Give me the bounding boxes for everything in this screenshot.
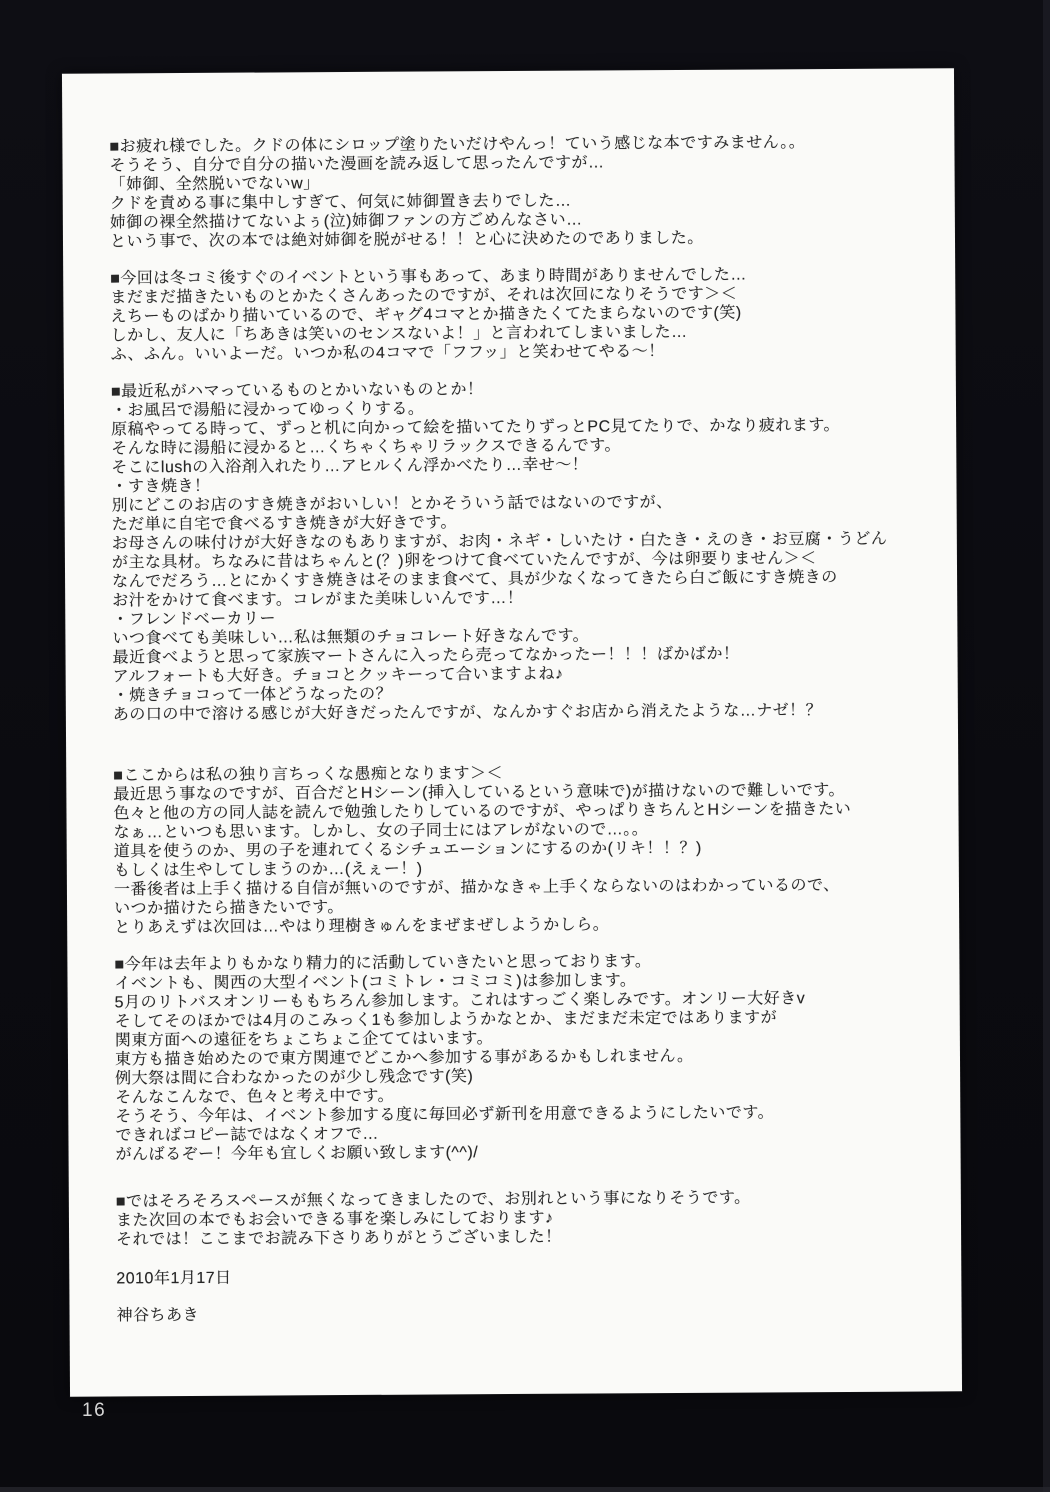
text-line: アルフォートも大好き。チョコとクッキーって合いますよね♪ bbox=[112, 665, 564, 686]
text-line: クドを責める事に集中しすぎて、何気に姉御置き去りでした… bbox=[109, 192, 572, 213]
page-number: 16 bbox=[82, 1400, 107, 1421]
text-line: 原稿やってる時って、ずっと机に向かって絵を描いてたりずっとPC見てたりで、かなり疲れます。 bbox=[111, 416, 841, 439]
text-line: ■最近私がハマっているものとかいないものとか！ bbox=[110, 381, 484, 401]
paragraph-block bbox=[111, 377, 942, 724]
text-line: まだまだ描きたいものとかたくさんあったのですが、それは次回になりそうです＞＜ bbox=[110, 285, 738, 307]
text-line: いつか描けたら描きたいです。 bbox=[114, 899, 344, 918]
text-line: 最近思う事なのですが、百合だとHシーン(挿入しているという意味で)が描けないので難しいです。 bbox=[113, 781, 846, 804]
text-line: 別にどこのお店のすき焼きがおいしい！とかそういう話ではないのですが、 bbox=[111, 494, 673, 515]
text-line: いつ食べても美味しい…私は無類のチョコレート好きなんです。 bbox=[112, 627, 590, 648]
paragraph-block bbox=[109, 132, 939, 251]
text-line: という事で、次の本では絶対姉御を脱がせる！！と心に決めたのでありました。 bbox=[109, 229, 704, 251]
text-line: ・焼きチョコって一体どうなったの？ bbox=[112, 685, 393, 705]
text-line: 色々と他の方の同人誌を読んで勉強したりしているのですが、やっぱりきちんとHシーンを描きたい bbox=[113, 800, 852, 823]
text-line: が主な具材。ちなみに昔はちゃんと(？)卵をつけて食べていたんですが、今は卵要りません＞＜ bbox=[111, 550, 817, 572]
text-line: そこにlushの入浴剤入れたり…アヒルくん浮かべたり…幸せ～！ bbox=[111, 456, 589, 477]
text-line: ・フレンドベーカリー bbox=[112, 610, 276, 629]
text-line: そんな時に湯船に浸かると…くちゃくちゃリラックスできるんです。 bbox=[111, 437, 622, 458]
afterword-page bbox=[62, 68, 962, 1396]
text-line: 例大祭は間に合わなかったのが少し残念です(笑) bbox=[115, 1068, 474, 1088]
text-line: なんでだろう…とにかくすき焼きはそのまま食べて、具が少なくなってきたら白ご飯にすき焼きの bbox=[112, 569, 838, 591]
afterword-text bbox=[109, 132, 945, 1325]
text-line: そしてそのほかでは4月のこみっく1も参加しようかなとか、まだまだ未定ではありますが bbox=[114, 1009, 778, 1031]
text-line: また次回の本でもお会いできる事を楽しみにしております♪ bbox=[115, 1209, 554, 1230]
text-line: 「姉御、全然脱いでないw」 bbox=[109, 175, 320, 194]
paragraph-block bbox=[116, 1187, 945, 1249]
text-line: ■お疲れ様でした。クドの体にシロップ塗りたいだけやんっ！ていう感じな本ですみません。。 bbox=[109, 134, 806, 156]
text-line: えちーものばかり描いているので、ギャグ4コマとか描きたくてたまらないのです(笑) bbox=[110, 304, 742, 326]
text-line: そうそう、自分で自分の描いた漫画を読み返して思ったんですが… bbox=[109, 154, 605, 175]
paragraph-block bbox=[110, 264, 940, 364]
text-line: がんばるぞー！今年も宜しくお願い致します(^^)/ bbox=[115, 1144, 479, 1164]
text-line: ただ単に自宅で食べるすき焼きが大好きです。 bbox=[111, 514, 458, 534]
text-line: お汁をかけて食べます。コレがまた美味しいんです…！ bbox=[112, 589, 524, 610]
text-line: 姉御の裸全然描けてないよぅ(泣)姉御ファンの方ごめんなさい… bbox=[109, 211, 583, 232]
text-line: なぁ…といつも思います。しかし、女の子同士にはアレがないので…。。 bbox=[113, 821, 649, 842]
scan-edge-right bbox=[1043, 0, 1050, 1492]
text-line: 道具を使うのか、男の子を連れてくるシチュエーションにするのか(リキ！！？) bbox=[113, 839, 702, 861]
paragraph-blocks bbox=[109, 132, 945, 1249]
text-line: イベントも、関西の大型イベント(コミトレ・コミコミ)は参加します。 bbox=[114, 972, 637, 993]
text-line: ■今年は去年よりもかなり精力的に活動していきたいと思っております。 bbox=[114, 953, 652, 974]
paragraph-block bbox=[113, 761, 943, 937]
scan-edge-bottom bbox=[0, 1487, 1050, 1492]
text-line: とりあえずは次回は…やはり理樹きゅんをまぜまぜしようかしら。 bbox=[114, 916, 610, 937]
text-line: それでは！ここまでお読み下さりありがとうございました！ bbox=[116, 1228, 562, 1249]
author-signature: 神谷ちあき bbox=[116, 1306, 200, 1325]
paragraph-block bbox=[114, 950, 944, 1164]
text-line: できればコピー誌ではなくオフで… bbox=[115, 1125, 379, 1145]
text-line: 5月のリトバスオンリーももちろん参加します。これはすっごく楽しみです。オンリー大好きv bbox=[114, 990, 806, 1012]
text-line: ・すき焼き！ bbox=[111, 477, 211, 496]
text-line: そんなこんなで、色々と考え中です。 bbox=[115, 1087, 395, 1107]
text-line: 東方も描き始めたので東方関連でどこかへ参加する事があるかもしれません。 bbox=[114, 1047, 694, 1069]
text-line: ■ではそろそろスペースが無くなってきましたので、お別れという事になりそうです。 bbox=[115, 1189, 751, 1211]
text-line: ・お風呂で湯船に浸かってゆっくりする。 bbox=[110, 400, 425, 420]
text-line: 最近食べようと思って家族マートさんに入ったら売ってなかったー！！！ばかばか！ bbox=[112, 645, 740, 667]
text-line: ■今回は冬コミ後すぐのイベントという事もあって、あまり時間がありませんでした… bbox=[110, 266, 747, 288]
text-line: あの口の中で溶ける感じが大好きだったんですが、なんかすぐお店から消えたような…ナゼ！？ bbox=[112, 702, 823, 724]
date: 2010年1月17日 bbox=[116, 1269, 232, 1288]
text-line: ふ、ふん。いいよーだ。いつか私の4コマで「フフッ」と笑わせてやる～！ bbox=[110, 343, 665, 364]
text-line: ■ここからは私の独り言ちっくな愚痴となります＞＜ bbox=[113, 765, 503, 785]
text-line: 関東方面への遠征をちょこちょこ企ててはいます。 bbox=[114, 1030, 494, 1050]
text-line: しかし、友人に「ちあきは笑いのセンスないよ！」と言われてしまいました… bbox=[110, 323, 688, 345]
text-line: そうそう、今年は、イベント参加する度に毎回必ず新刊を用意できるようにしたいです。 bbox=[115, 1104, 775, 1126]
text-line: もしくは生やしてしまうのか…(えぇー！) bbox=[113, 860, 423, 880]
text-line: 一番後者は上手く描ける自信が無いのですが、描かなきゃ上手くならないのはわかっているので、 bbox=[113, 877, 840, 899]
text-line: お母さんの味付けが大好きなのもありますが、お肉・ネギ・しいたけ・白たき・えのき・お豆腐・うどん bbox=[111, 530, 888, 553]
